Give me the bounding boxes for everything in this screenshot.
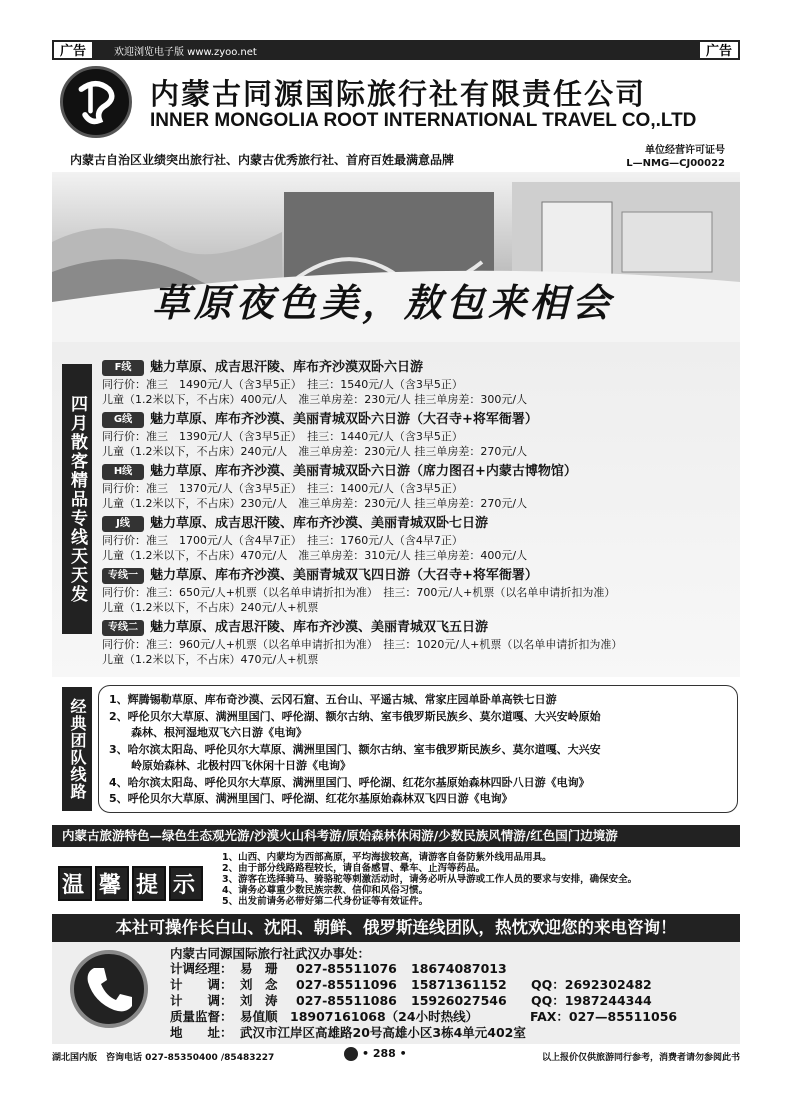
contact-row — [170, 1025, 526, 1041]
route-special-1 — [102, 566, 732, 615]
page-number-text: • 288 • — [362, 1047, 407, 1060]
spring-routes-section — [52, 342, 740, 677]
route-price: 同行价：准三：960元/人+机票（以名单申请折扣为准） 挂三：1020元/人+机票（以名单申请折扣为准） — [102, 638, 623, 651]
supervisor-hotline[interactable]: 易值顺 18907161068（24小时热线） — [240, 1009, 479, 1024]
route-tag: 专线二 — [102, 620, 144, 636]
list-item: 2、呼伦贝尔大草原、满洲里国门、呼伦湖、额尔古纳、室韦俄罗斯民族乡、莫尔道嘎、大兴安岭原始 — [109, 709, 601, 723]
contact-role: 计 调： — [170, 993, 233, 1008]
route-child-price: 儿童（1.2米以下，不占床）230元/人 准三单房差：230元/人 挂三单房差：270元/人 — [102, 497, 528, 510]
contact-tel[interactable]: 027-85511096 — [296, 977, 397, 992]
list-item: 5、呼伦贝尔大草原、满洲里国门、呼伦湖、红花尔基原始森林双飞四日游《电询》 — [109, 792, 513, 805]
footer-left: 湖北国内版 咨询电话 027-85350400 /85483227 — [52, 1053, 275, 1063]
contact-role: 计调经理： — [170, 961, 233, 976]
list-item: 4、请务必尊重少数民族宗教、信仰和风俗习惯。 — [222, 885, 429, 896]
contact-address: 武汉市江岸区高雄路20号高雄小区3栋4单元402室 — [240, 1025, 526, 1040]
classic-routes-list — [98, 685, 738, 813]
route-price: 同行价：准三 1490元/人（含3早5正） 挂三：1540元/人（含3早5正） — [102, 378, 463, 391]
license-info — [626, 144, 725, 170]
contact-mobile[interactable]: 18674087013 — [411, 961, 507, 976]
company-header — [52, 60, 740, 140]
route-title: 魅力草原、成吉思汗陵、库布齐沙漠双卧六日游 — [150, 360, 424, 375]
route-price: 同行价：准三：650元/人+机票（以名单申请折扣为准） 挂三：700元/人+机票（以名单申请折扣为准） — [102, 586, 616, 599]
contact-mobile[interactable]: 15926027546 — [411, 993, 507, 1008]
contact-mobile[interactable]: 15871361152 — [411, 977, 507, 992]
route-price: 同行价：准三 1390元/人（含3早5正） 挂三：1440元/人（含3早5正） — [102, 430, 463, 443]
contact-role: 地 址： — [170, 1025, 233, 1040]
route-tag: F线 — [102, 360, 144, 376]
tips-section — [52, 848, 740, 914]
tips-list — [222, 852, 637, 907]
classic-routes-label: 经典团队线路 — [62, 687, 92, 811]
route-title: 魅力草原、库布齐沙漠、美丽青城双飞四日游（大召寺+将军衙署） — [150, 568, 538, 583]
list-item: 1、辉腾锡勒草原、库布奇沙漠、云冈石窟、五台山、平遥古城、常家庄园单卧单高铁七日游 — [109, 693, 557, 706]
classic-routes-section — [52, 683, 740, 818]
list-item: 岭原始森林、北极村四飞休闲十日游《电询》 — [109, 759, 351, 772]
list-item: 2、由于部分线路路程较长，请自备感冒、晕车、止泻等药品。 — [222, 863, 486, 874]
contact-role: 计 调： — [170, 977, 233, 992]
site-url[interactable]: 欢迎浏览电子版 www.zyoo.net — [114, 47, 257, 58]
contact-section — [52, 942, 740, 1044]
phone-icon — [70, 950, 148, 1028]
tips-char: 馨 — [95, 866, 129, 901]
route-f — [102, 358, 732, 407]
route-child-price: 儿童（1.2米以下，不占床）470元/人+机票 — [102, 653, 319, 666]
company-name-en: INNER MONGOLIA ROOT INTERNATIONAL TRAVEL CO,.LTD — [150, 110, 697, 131]
list-item: 4、哈尔滨太阳岛、呼伦贝尔大草原、满洲里国门、呼伦湖、红花尔基原始森林四卧八日游《电询》 — [109, 775, 590, 789]
banner-slogan: 草原夜色美，敖包来相会 — [152, 280, 615, 325]
list-item: 1、山西、内蒙均为西部高原，平均海拔较高，请游客自备防紫外线用品用具。 — [222, 852, 552, 863]
contact-qq[interactable]: QQ：1987244344 — [531, 993, 652, 1008]
features-bar: 内蒙古旅游特色—绿色生态观光游/沙漠火山科考游/原始森林休闲游/少数民族风情游/红色国门边境游 — [52, 825, 740, 847]
ad-tag-left: 广告 — [52, 40, 94, 60]
contact-role: 质量监督： — [170, 1009, 233, 1024]
route-tag: 专线一 — [102, 568, 144, 584]
contact-row — [170, 977, 652, 993]
ad-tag-right: 广告 — [698, 40, 740, 60]
tips-char: 示 — [169, 866, 203, 901]
contact-tel[interactable]: 027-85511086 — [296, 993, 397, 1008]
spring-routes-label: 四月散客精品专线天天发 — [62, 364, 92, 634]
contact-name: 刘 念 — [240, 977, 278, 992]
route-child-price: 儿童（1.2米以下，不占床）400元/人 准三单房差：230元/人 挂三单房差：300元/人 — [102, 393, 528, 406]
tips-char: 提 — [132, 866, 166, 901]
route-child-price: 儿童（1.2米以下，不占床）470元/人 准三单房差：310元/人 挂三单房差：400元/人 — [102, 549, 528, 562]
list-item: 5、出发前请务必带好第二代身份证等有效证件。 — [222, 896, 429, 907]
tips-label — [58, 866, 206, 901]
route-tag: G线 — [102, 412, 144, 428]
route-g — [102, 410, 732, 459]
top-bar — [52, 40, 740, 60]
route-h — [102, 462, 732, 511]
operate-banner: 本社可操作长白山、沈阳、朝鲜、俄罗斯连线团队，热忱欢迎您的来电咨询！ — [52, 914, 740, 942]
contact-tel[interactable]: 027-85511076 — [296, 961, 397, 976]
page-footer — [52, 1045, 740, 1067]
route-title: 魅力草原、库布齐沙漠、美丽青城双卧六日游（大召寺+将军衙署） — [150, 412, 538, 427]
footer-right: 以上报价仅供旅游同行参考，消费者请勿参阅此书 — [541, 1053, 740, 1063]
route-j — [102, 514, 732, 563]
contact-fax: FAX：027—85511056 — [530, 1009, 678, 1024]
contact-title: 内蒙古同源国际旅行社武汉办事处： — [170, 946, 371, 961]
page-number — [344, 1047, 407, 1061]
list-item: 森林、根河湿地双飞六日游《电询》 — [109, 726, 307, 739]
route-child-price: 儿童（1.2米以下，不占床）240元/人+机票 — [102, 601, 319, 614]
license-number: L—NMG—CJ00022 — [626, 158, 725, 169]
company-name-cn: 内蒙古同源国际旅行社有限责任公司 — [150, 77, 647, 111]
contact-row — [170, 993, 652, 1009]
company-tagline: 内蒙古自治区业绩突出旅行社、内蒙古优秀旅行社、首府百姓最满意品牌 — [70, 153, 455, 167]
contact-name: 刘 涛 — [240, 993, 278, 1008]
route-special-2 — [102, 618, 732, 667]
list-item: 3、游客在选择骑马、骑骆驼等刺激活动时，请务必听从导游或工作人员的要求与安排，确保安全。 — [222, 874, 638, 885]
contact-name: 易 珊 — [240, 961, 278, 976]
contact-row — [170, 961, 531, 977]
publisher-logo-icon — [344, 1047, 358, 1061]
scenery-banner — [52, 172, 740, 342]
list-item: 3、哈尔滨太阳岛、呼伦贝尔大草原、满洲里国门、额尔古纳、室韦俄罗斯民族乡、莫尔道嘎、大兴安 — [109, 742, 601, 756]
route-title: 魅力草原、成吉思汗陵、库布齐沙漠、美丽青城双飞五日游 — [150, 620, 489, 635]
route-title: 魅力草原、成吉思汗陵、库布齐沙漠、美丽青城双卧七日游 — [150, 516, 489, 531]
contact-qq[interactable]: QQ：2692302482 — [531, 977, 652, 992]
route-tag: J线 — [102, 516, 144, 532]
company-logo-icon — [60, 66, 132, 138]
route-tag: H线 — [102, 464, 144, 480]
tips-char: 温 — [58, 866, 92, 901]
route-price: 同行价：准三 1700元/人（含4早7正） 挂三：1760元/人（含4早7正） — [102, 534, 463, 547]
contact-row — [170, 1009, 677, 1025]
route-child-price: 儿童（1.2米以下，不占床）240元/人 准三单房差：230元/人 挂三单房差：270元/人 — [102, 445, 528, 458]
route-price: 同行价：准三 1370元/人（含3早5正） 挂三：1400元/人（含3早5正） — [102, 482, 463, 495]
license-label: 单位经营许可证号 — [645, 145, 725, 156]
route-title: 魅力草原、库布齐沙漠、美丽青城双卧六日游（席力图召+内蒙古博物馆） — [150, 464, 577, 479]
